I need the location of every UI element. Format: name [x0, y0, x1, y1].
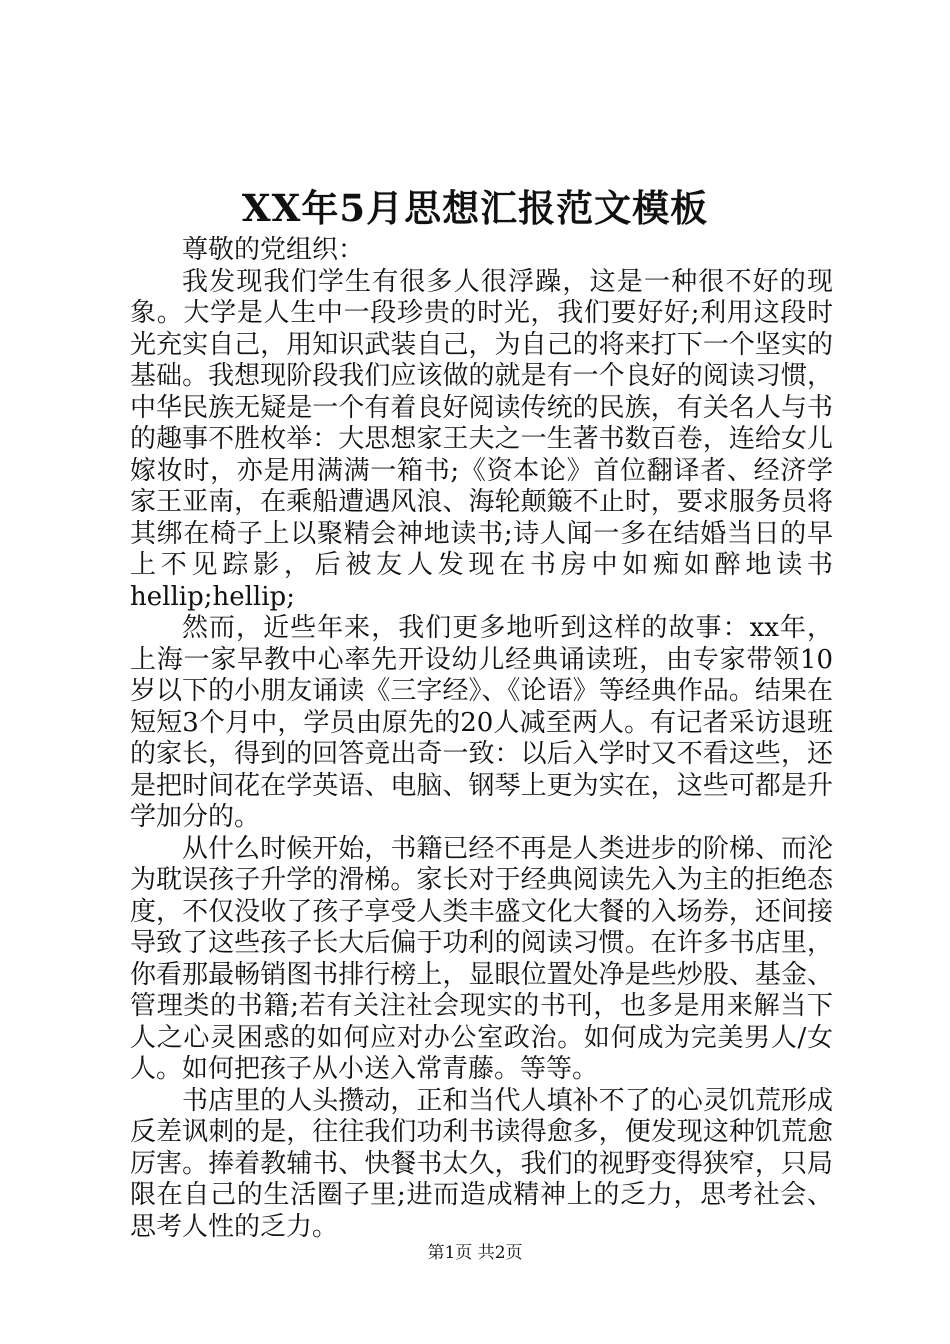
paragraph-4: 书店里的人头攒动，正和当代人填补不了的心灵饥荒形成反差讽刺的是，往往我们功利书读得愈多，便发现这种饥荒愈厉害。捧着教辅书、快餐书太久，我们的视野变得狭窄，只局限在自己的生活圈子里;进而造成精神上的乏力，思考社会、思考人性的乏力。 — [130, 1085, 833, 1242]
paragraph-2: 然而，近些年来，我们更多地听到这样的故事：xx年，上海一家早教中心率先开设幼儿经典诵读班，由专家带领10岁以下的小朋友诵读《三字经》、《论语》等经典作品。结果在短短3个月中，学员由原先的20人减至两人。有记者采访退班的家长，得到的回答竟出奇一致：以后入学时又不看这些，还是把时间花在学英语、电脑、钢琴上更为实在，这些可都是升学加分的。 — [130, 613, 833, 832]
paragraph-3: 从什么时候开始，书籍已经不再是人类进步的阶梯、而沦为耽误孩子升学的滑梯。家长对于经典阅读先入为主的拒绝态度，不仅没收了孩子享受人类丰盛文化大餐的入场券，还间接导致了这些孩子长大后偏于功利的阅读习惯。在许多书店里，你看那最畅销图书排行榜上，显眼位置处净是些炒股、基金、管理类的书籍;若有关注社会现实的书刊，也多是用来解当下人之心灵困惑的如何应对办公室政治。如何成为完美男人/女人。如何把孩子从小送入常青藤。等等。 — [130, 833, 833, 1084]
page-footer: 第1页 共2页 — [427, 1243, 523, 1263]
document-body — [130, 235, 833, 1243]
document-title: XX年5月思想汇报范文模板 — [241, 186, 709, 230]
salutation: 尊敬的党组织： — [182, 235, 365, 265]
paragraph-1: 我发现我们学生有很多人很浮躁，这是一种很不好的现象。大学是人生中一段珍贵的时光，我们要好好;利用这段时光充实自己，用知识武装自己，为自己的将来打下一个坚实的基础。我想现阶段我们应该做的就是有一个良好的阅读习惯，中华民族无疑是一个有着良好阅读传统的民族，有关名人与书的趣事不胜枚举：大思想家王夫之一生著书数百卷，连给女儿嫁妆时，亦是用满满一箱书;《资本论》首位翻译者、经济学家王亚南，在乘船遭遇风浪、海轮颠簸不止时，要求服务员将其绑在椅子上以聚精会神地读书;诗人闻一多在结婚当日的早上不见踪影，后被友人发现在书房中如痴如醉地读书hellip;hellip; — [130, 266, 833, 612]
